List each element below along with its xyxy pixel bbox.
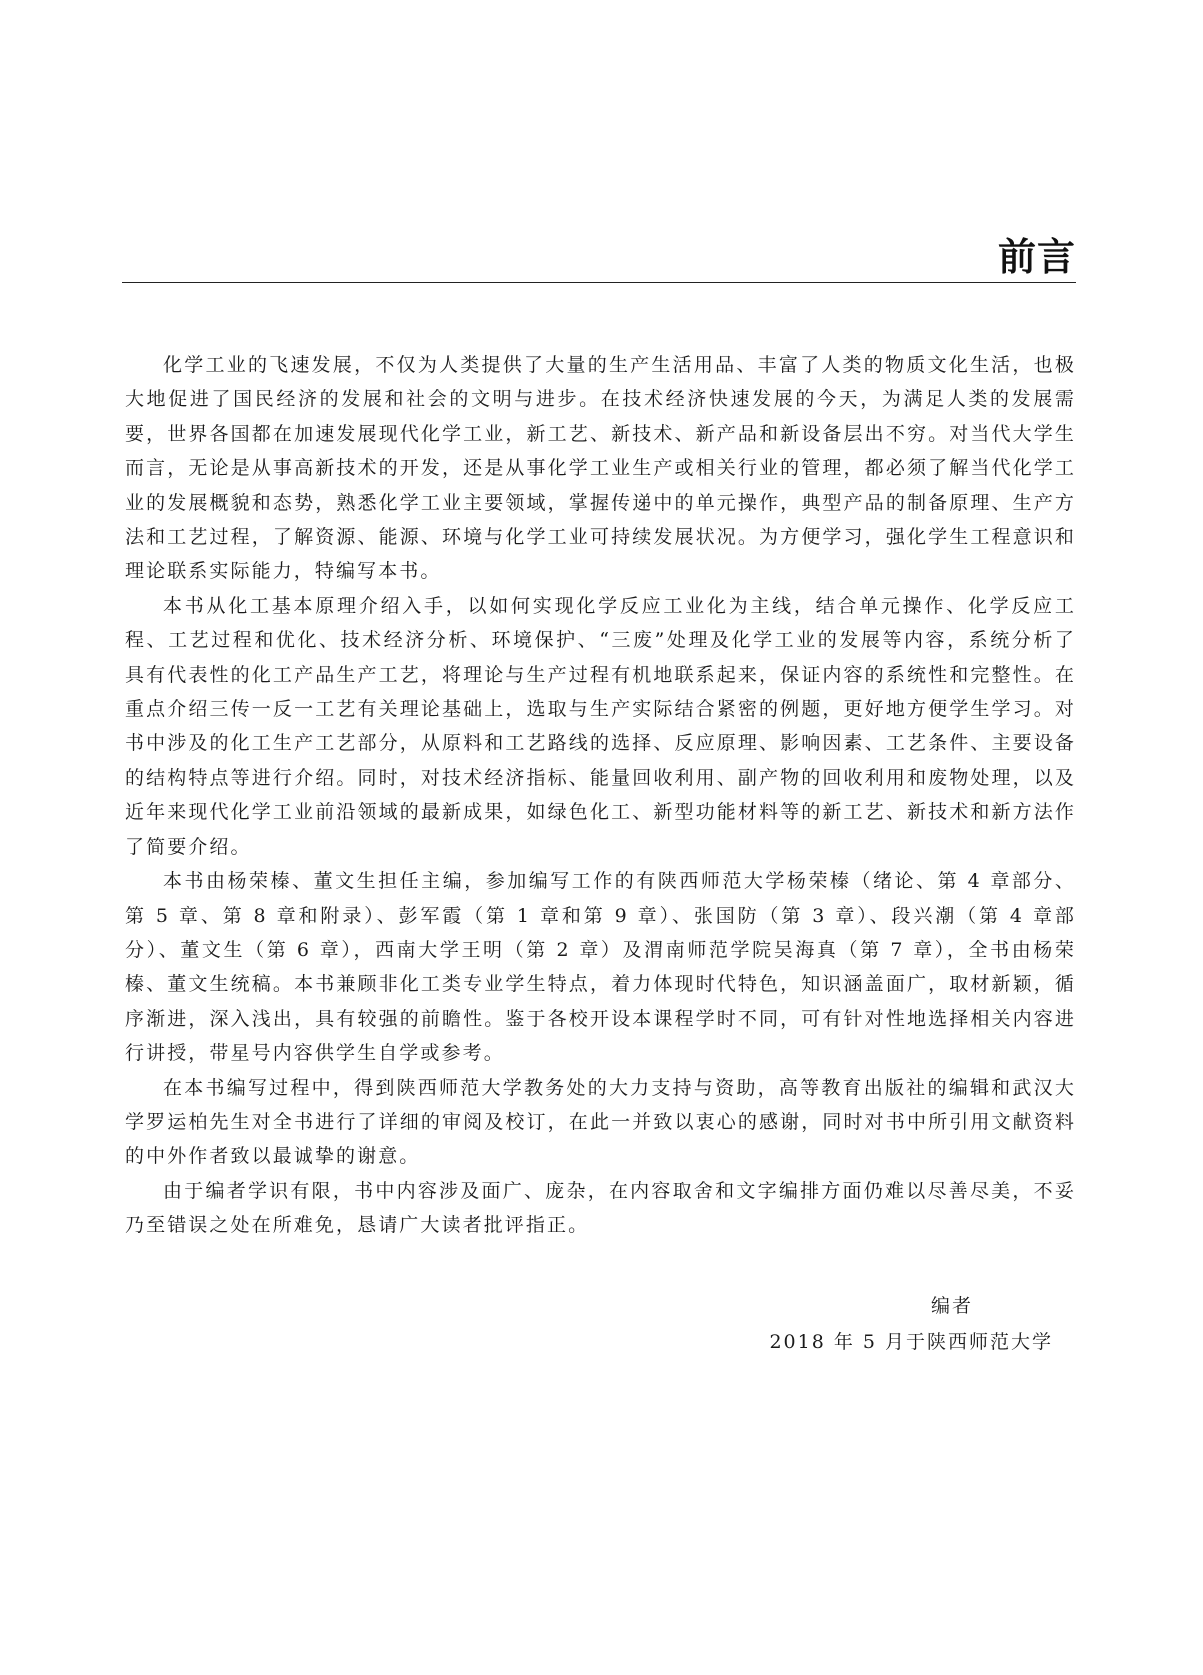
signature-block <box>769 1288 1053 1360</box>
preface-paragraph-3: 本书由杨荣榛、董文生担任主编，参加编写工作的有陕西师范大学杨荣榛（绪论、第 4 章部分、第 5 章、第 8 章和附录）、彭军霞（第 1 章和第 9 章）、张国防（第 3 章）、段兴潮（第 4 章部分）、董文生（第 6 章），西南大学王明（第 2 章）及渭南师范学院吴海真（第 7 章），全书由杨荣榛、董文生统稿。本书兼顾非化工类专业学生特点，着力体现时代特色，知识涵盖面广，取材新颖，循序渐进，深入浅出，具有较强的前瞻性。鉴于各校开设本课程学时不同，可有针对性地选择相关内容进行讲授，带星号内容供学生自学或参考。 <box>125 870 1076 1065</box>
preface-paragraph-2: 本书从化工基本原理介绍入手，以如何实现化学反应工业化为主线，结合单元操作、化学反应工程、工艺过程和优化、技术经济分析、环境保护、“三废”处理及化学工业的发展等内容，系统分析了具有代表性的化工产品生产工艺，将理论与生产过程有机地联系起来，保证内容的系统性和完整性。在重点介绍三传一反一工艺有关理论基础上，选取与生产实际结合紧密的例题，更好地方便学生学习。对书中涉及的化工生产工艺部分，从原料和工艺路线的选择、反应原理、影响因素、工艺条件、主要设备的结构特点等进行介绍。同时，对技术经济指标、能量回收利用、副产物的回收利用和废物处理，以及近年来现代化学工业前沿领域的最新成果，如绿色化工、新型功能材料等的新工艺、新技术和新方法作了简要介绍。 <box>125 594 1076 858</box>
preface-paragraph-4: 在本书编写过程中，得到陕西师范大学教务处的大力支持与资助，高等教育出版社的编辑和武汉大学罗运柏先生对全书进行了详细的审阅及校订，在此一并致以衷心的感谢，同时对书中所引用文献资料的中外作者致以最诚挚的谢意。 <box>125 1076 1076 1168</box>
signature-date-place: 2018 年 5 月于陕西师范大学 <box>769 1331 1053 1353</box>
preface-body <box>125 348 1076 1243</box>
signature-author: 编者 <box>930 1295 973 1317</box>
page-title: 前言 <box>997 234 1076 279</box>
page-header <box>122 222 1076 283</box>
preface-paragraph-5: 由于编者学识有限，书中内容涉及面广、庞杂，在内容取舍和文字编排方面仍难以尽善尽美，不妥乃至错误之处在所难免，恳请广大读者批评指正。 <box>125 1179 1076 1237</box>
preface-paragraph-1: 化学工业的飞速发展，不仅为人类提供了大量的生产生活用品、丰富了人类的物质文化生活，也极大地促进了国民经济的发展和社会的文明与进步。在技术经济快速发展的今天，为满足人类的发展需要，世界各国都在加速发展现代化学工业，新工艺、新技术、新产品和新设备层出不穷。对当代大学生而言，无论是从事高新技术的开发，还是从事化学工业生产或相关行业的管理，都必须了解当代化学工业的发展概貌和态势，熟悉化学工业主要领域，掌握传递中的单元操作，典型产品的制备原理、生产方法和工艺过程，了解资源、能源、环境与化学工业可持续发展状况。为方便学习，强化学生工程意识和理论联系实际能力，特编写本书。 <box>125 354 1076 583</box>
